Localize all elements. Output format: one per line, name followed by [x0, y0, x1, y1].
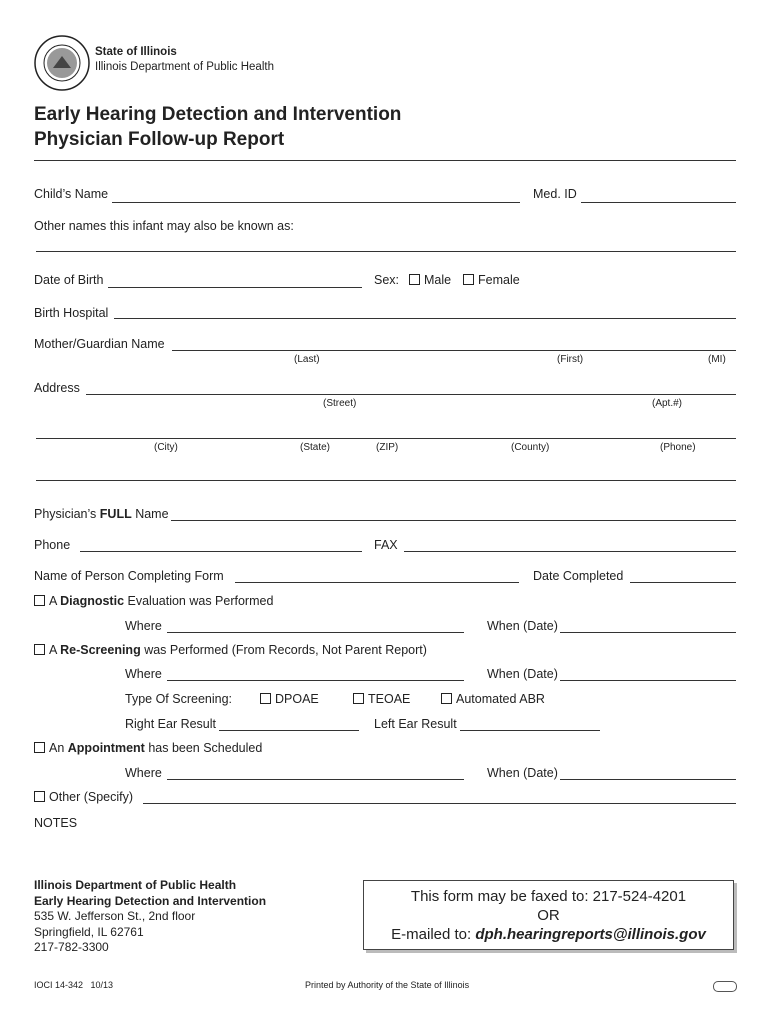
appointment-checkbox[interactable] — [34, 742, 45, 753]
right-ear-field[interactable] — [219, 730, 359, 731]
date-completed-label: Date Completed — [533, 569, 624, 583]
female-checkbox[interactable] — [463, 274, 474, 285]
address-label: Address — [34, 381, 80, 395]
person-completing-field[interactable] — [235, 582, 519, 583]
dpoae-option[interactable]: DPOAE — [260, 692, 319, 706]
female-option[interactable] — [463, 273, 520, 287]
rescreening-checkbox[interactable] — [34, 644, 45, 655]
male-label: Male — [424, 273, 452, 287]
header-state: State of Illinois — [95, 46, 177, 58]
aabr-checkbox[interactable] — [441, 693, 452, 704]
fax-label: FAX — [374, 538, 398, 552]
other-names-label: Other names this infant may also be known as: — [34, 219, 294, 233]
right-ear-label: Right Ear Result — [125, 717, 217, 731]
form-title-line1: Early Hearing Detection and Intervention — [34, 104, 402, 125]
phone-field[interactable] — [80, 551, 362, 552]
person-completing-label: Name of Person Completing Form — [34, 569, 224, 583]
male-option[interactable] — [409, 273, 451, 287]
diag-where-label: Where — [125, 619, 162, 633]
diagnostic-checkbox[interactable] — [34, 595, 45, 606]
fax-field[interactable] — [404, 551, 736, 552]
dob-field[interactable] — [108, 287, 362, 288]
form-id: IOCI 14-342 10/13 — [34, 980, 114, 990]
footer-addr2: Springfield, IL 62761 — [34, 924, 144, 939]
street-sub: (Street) — [323, 398, 357, 409]
or-text: OR — [537, 907, 560, 924]
rescreen-where-label: Where — [125, 667, 162, 681]
other-names-field[interactable] — [36, 251, 736, 252]
city-state-zip-field[interactable] — [36, 438, 736, 439]
street-field[interactable] — [86, 394, 736, 395]
notes-label: NOTES — [34, 816, 78, 830]
rescreening-option[interactable]: A Re-Screening was Performed (From Records, Not Parent Report) — [34, 643, 427, 657]
footer-address — [34, 878, 266, 956]
date-completed-field[interactable] — [630, 582, 736, 583]
phone-sub: (Phone) — [660, 442, 696, 453]
other-checkbox[interactable] — [34, 791, 45, 802]
physician-name-field[interactable] — [171, 520, 736, 521]
footer-phone: 217-782-3300 — [34, 940, 109, 954]
appt-where-label: Where — [125, 766, 162, 780]
appt-when-field[interactable] — [560, 779, 736, 780]
med-id-field[interactable] — [581, 202, 736, 203]
mother-name-field[interactable] — [172, 350, 736, 351]
fax-instructions: This form may be faxed to: 217-524-4201 — [410, 888, 687, 905]
mother-name-label: Mother/Guardian Name — [34, 337, 165, 351]
zip-sub: (ZIP) — [376, 442, 399, 453]
appt-where-field[interactable] — [167, 779, 464, 780]
fax-email-box — [363, 880, 734, 950]
rescreen-where-field[interactable] — [167, 680, 464, 681]
form-title-line2: Physician Follow-up Report — [34, 129, 285, 150]
birth-hospital-field[interactable] — [114, 318, 736, 319]
state-seal — [33, 34, 91, 92]
diag-when-label: When (Date) — [487, 619, 558, 633]
teoae-option[interactable]: TEOAE — [353, 692, 410, 706]
sex-label: Sex: — [374, 273, 400, 287]
printed-by: Printed by Authority of the State of Illinois — [305, 980, 470, 990]
appointment-option[interactable]: An Appointment has been Scheduled — [34, 741, 262, 755]
teoae-checkbox[interactable] — [353, 693, 364, 704]
appt-when-label: When (Date) — [487, 766, 558, 780]
aabr-option[interactable]: Automated ABR — [441, 692, 545, 706]
diag-where-field[interactable] — [167, 632, 464, 633]
birth-hospital-label: Birth Hospital — [34, 306, 109, 320]
header-dept: Illinois Department of Public Health — [95, 61, 274, 73]
child-name-field[interactable] — [112, 202, 520, 203]
diag-when-field[interactable] — [560, 632, 736, 633]
email-link[interactable]: dph.hearingreports@illinois.gov — [475, 926, 706, 943]
child-name-label: Child’s Name — [34, 187, 109, 201]
male-checkbox[interactable] — [409, 274, 420, 285]
mother-last-sub: (Last) — [294, 354, 320, 365]
left-ear-field[interactable] — [460, 730, 600, 731]
other-field[interactable] — [143, 803, 736, 804]
title-rule — [34, 160, 736, 161]
city-sub: (City) — [154, 442, 178, 453]
county-sub: (County) — [511, 442, 550, 453]
phone-label: Phone — [34, 538, 71, 552]
footer-org1: Illinois Department of Public Health — [34, 878, 237, 892]
physician-name-label: Physician’s FULL Name — [34, 507, 169, 521]
email-instructions: E-mailed to: dph.hearingreports@illinois.gov — [391, 926, 706, 943]
footer-org2: Early Hearing Detection and Intervention — [34, 893, 267, 908]
dpoae-checkbox[interactable] — [260, 693, 271, 704]
rescreen-when-label: When (Date) — [487, 667, 558, 681]
diagnostic-option[interactable]: A Diagnostic Evaluation was Performed — [34, 594, 273, 608]
rescreen-when-field[interactable] — [560, 680, 736, 681]
left-ear-label: Left Ear Result — [374, 717, 457, 731]
apt-sub: (Apt.#) — [652, 398, 683, 409]
mother-first-sub: (First) — [557, 354, 584, 365]
footer-addr1: 535 W. Jefferson St., 2nd floor — [34, 909, 196, 923]
female-label: Female — [478, 273, 520, 287]
type-screening-label: Type Of Screening: — [125, 692, 233, 706]
section-rule — [36, 480, 736, 481]
union-bug-icon — [713, 981, 737, 992]
dob-label: Date of Birth — [34, 273, 104, 287]
med-id-label: Med. ID — [533, 187, 577, 201]
other-option[interactable]: Other (Specify) — [34, 790, 133, 804]
state-sub: (State) — [300, 442, 331, 453]
mother-mi-sub: (MI) — [708, 354, 726, 365]
